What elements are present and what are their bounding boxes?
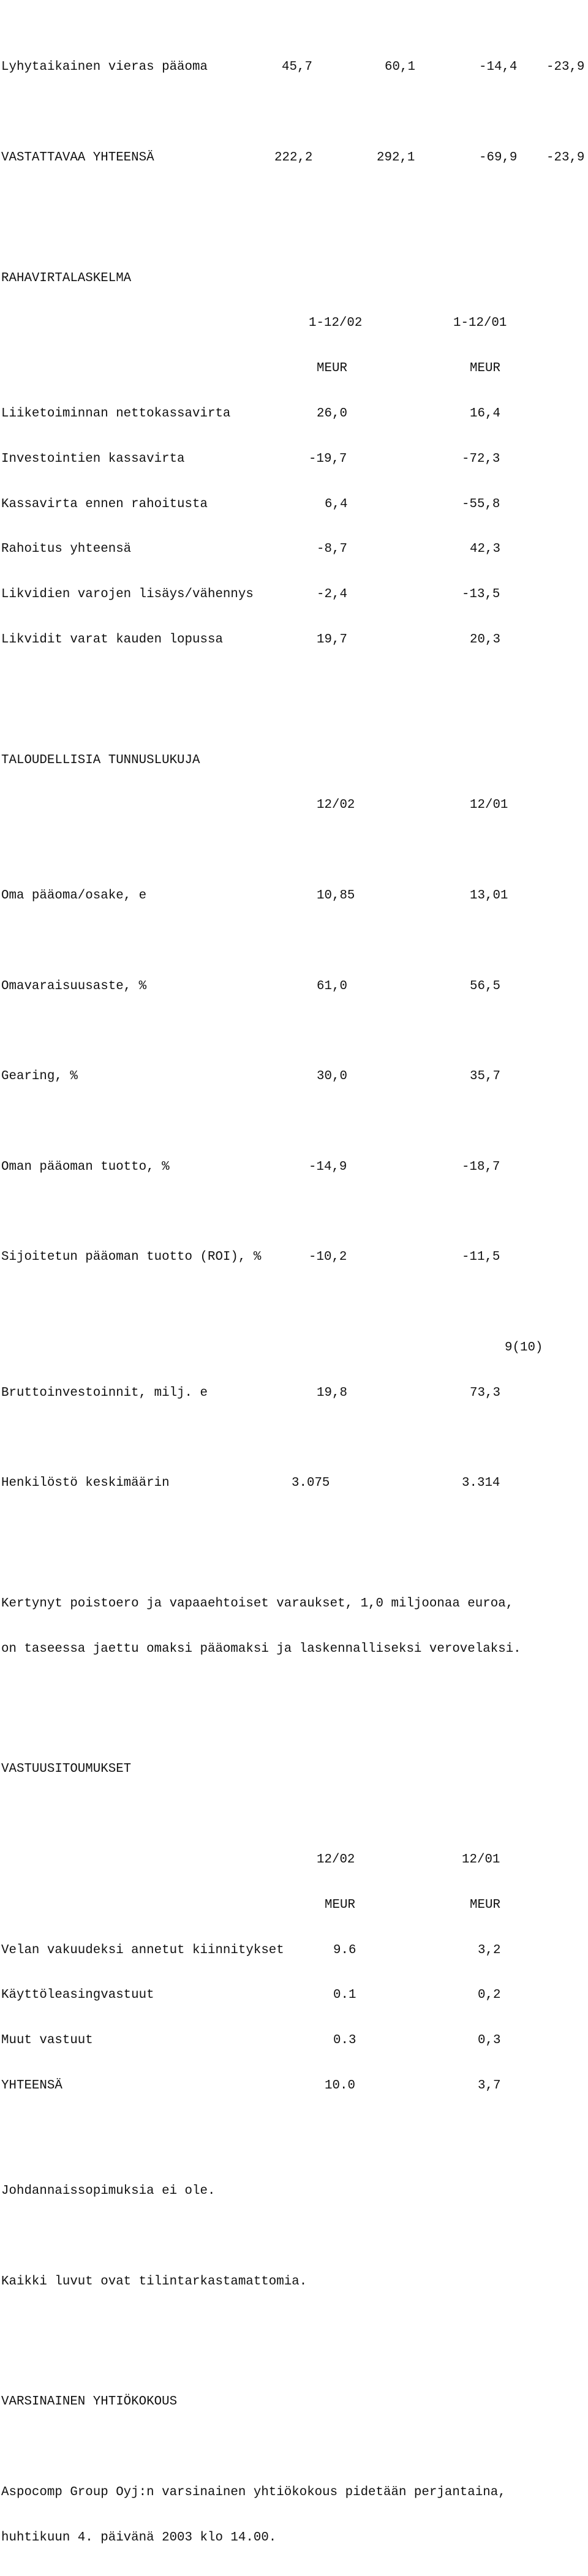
row-value: -13,5 (462, 587, 500, 602)
column-header: 12/02 (317, 1853, 355, 1867)
row-value: 45,7 (282, 60, 312, 75)
row-value: 3,7 (478, 2078, 501, 2093)
commitments-unit-header (1, 1898, 587, 1913)
row-value: 9.6 (333, 1943, 356, 1957)
row-label: Omavaraisuusaste, % (1, 979, 147, 993)
row-value: 13,01 (470, 889, 508, 903)
row-value: 16,4 (470, 407, 500, 421)
row-value: 3.075 (292, 1476, 330, 1491)
row-value: -14,4 (479, 60, 518, 75)
commitment-row (1, 1988, 587, 2003)
column-header: 12/02 (317, 798, 355, 813)
cashflow-row (1, 587, 587, 603)
cashflow-period-header (1, 316, 587, 331)
row-value: -14,9 (309, 1159, 347, 1174)
agm-heading: VARSINAINEN YHTIÖKOKOUS (1, 2395, 178, 2409)
cashflow-heading: RAHAVIRTALASKELMA (1, 271, 132, 285)
row-value: 19,8 (317, 1385, 347, 1400)
commitment-row (1, 2033, 587, 2049)
page-marker-row (1, 1341, 587, 1356)
row-value: 61,0 (317, 979, 347, 993)
row-value: -18,7 (462, 1159, 500, 1174)
row-label: Kassavirta ennen rahoitusta (1, 497, 208, 511)
column-header: 1-12/02 (309, 316, 363, 331)
column-header: 12/01 (462, 1853, 500, 1867)
row-value: 19,7 (317, 632, 347, 647)
row-value: -11,5 (462, 1250, 500, 1265)
investments-row (1, 1386, 587, 1401)
commitment-row (1, 2079, 587, 2094)
commitment-row (1, 1943, 587, 1959)
agm-line: Aspocomp Group Oyj:n varsinainen yhtiökokous pidetään perjantaina, (1, 2485, 506, 2499)
row-value: -55,8 (462, 497, 500, 511)
cashflow-row (1, 452, 587, 467)
row-value: -23,9 (546, 150, 585, 165)
row-value: 0.3 (333, 2033, 356, 2048)
row-value: 56,5 (470, 979, 500, 993)
document-body (1, 0, 587, 2576)
row-value: -69,9 (479, 150, 518, 165)
cashflow-row (1, 633, 587, 648)
row-value: 26,0 (317, 407, 347, 421)
ratio-row (1, 979, 587, 995)
row-value: -8,7 (317, 542, 347, 557)
row-value: 20,3 (470, 632, 500, 647)
column-unit: MEUR (317, 361, 347, 376)
row-value: 60,1 (385, 60, 415, 75)
row-label: Muut vastuut (1, 2033, 93, 2048)
row-value: 10,85 (317, 889, 355, 903)
row-value: 0.1 (333, 1988, 356, 2003)
derivatives-note: Johdannaissopimuksia ei ole. (1, 2184, 216, 2199)
row-value: -2,4 (317, 587, 347, 602)
row-label: Henkilöstö keskimäärin (1, 1476, 170, 1491)
ratio-row (1, 889, 587, 904)
row-label: Oman pääoman tuotto, % (1, 1159, 170, 1174)
row-value: 73,3 (470, 1385, 500, 1400)
row-value: 42,3 (470, 542, 500, 557)
agm-line: huhtikuun 4. päivänä 2003 klo 14.00. (1, 2530, 277, 2545)
cashflow-unit-header (1, 361, 587, 377)
row-value: 6,4 (325, 497, 348, 511)
balance-row (1, 151, 587, 166)
cashflow-row (1, 542, 587, 557)
commitments-header (1, 1853, 587, 1868)
ratios-heading: TALOUDELLISIA TUNNUSLUKUJA (1, 753, 200, 767)
row-label: Likvidien varojen lisäys/vähennys (1, 587, 254, 602)
row-value: 35,7 (470, 1069, 500, 1084)
row-label: Investointien kassavirta (1, 451, 185, 466)
row-label: VASTATTAVAA YHTEENSÄ (1, 150, 154, 165)
row-value: 30,0 (317, 1069, 347, 1084)
row-value: 3,2 (478, 1943, 501, 1957)
ratio-row (1, 1160, 587, 1175)
cashflow-row (1, 407, 587, 422)
row-value: 10.0 (325, 2078, 355, 2093)
row-label: Velan vakuudeksi annetut kiinnitykset (1, 1943, 284, 1957)
row-value: -19,7 (309, 451, 347, 466)
column-unit: MEUR (325, 1897, 355, 1912)
unaudited-note: Kaikki luvut ovat tilintarkastamattomia. (1, 2274, 307, 2289)
page-number: 9(10) (505, 1340, 543, 1355)
commitments-heading: VASTUUSITOUMUKSET (1, 1762, 132, 1777)
ratios-header (1, 798, 587, 813)
row-value: -23,9 (546, 60, 585, 75)
ratio-row (1, 1069, 587, 1085)
row-value: 3.314 (462, 1476, 500, 1491)
row-label: Liiketoiminnan nettokassavirta (1, 407, 231, 421)
row-label: Rahoitus yhteensä (1, 542, 132, 557)
balance-row (1, 60, 587, 75)
row-value: -72,3 (462, 451, 500, 466)
row-value: 292,1 (377, 150, 415, 165)
row-value: 222,2 (274, 150, 313, 165)
column-header: 1-12/01 (453, 316, 507, 331)
row-label: Lyhytaikainen vieras pääoma (1, 60, 208, 75)
row-label: Sijoitetun pääoman tuotto (ROI), % (1, 1250, 262, 1265)
row-value: 0,3 (478, 2033, 501, 2048)
ratio-row (1, 1250, 587, 1265)
column-unit: MEUR (470, 1897, 500, 1912)
row-label: Bruttoinvestoinnit, milj. e (1, 1385, 208, 1400)
row-label: YHTEENSÄ (1, 2078, 62, 2093)
row-label: Oma pääoma/osake, e (1, 889, 147, 903)
note-line: Kertynyt poistoero ja vapaaehtoiset varaukset, 1,0 miljoonaa euroa, (1, 1596, 514, 1611)
row-label: Likvidit varat kauden lopussa (1, 632, 223, 647)
row-value: 0,2 (478, 1988, 501, 2003)
column-header: 12/01 (470, 798, 508, 813)
cashflow-row (1, 497, 587, 513)
column-unit: MEUR (470, 361, 500, 376)
row-label: Gearing, % (1, 1069, 78, 1084)
row-value: -10,2 (309, 1250, 347, 1265)
note-line: on taseessa jaettu omaksi pääomaksi ja laskennalliseksi verovelaksi. (1, 1641, 521, 1656)
staff-row (1, 1476, 587, 1491)
row-label: Käyttöleasingvastuut (1, 1988, 154, 2003)
